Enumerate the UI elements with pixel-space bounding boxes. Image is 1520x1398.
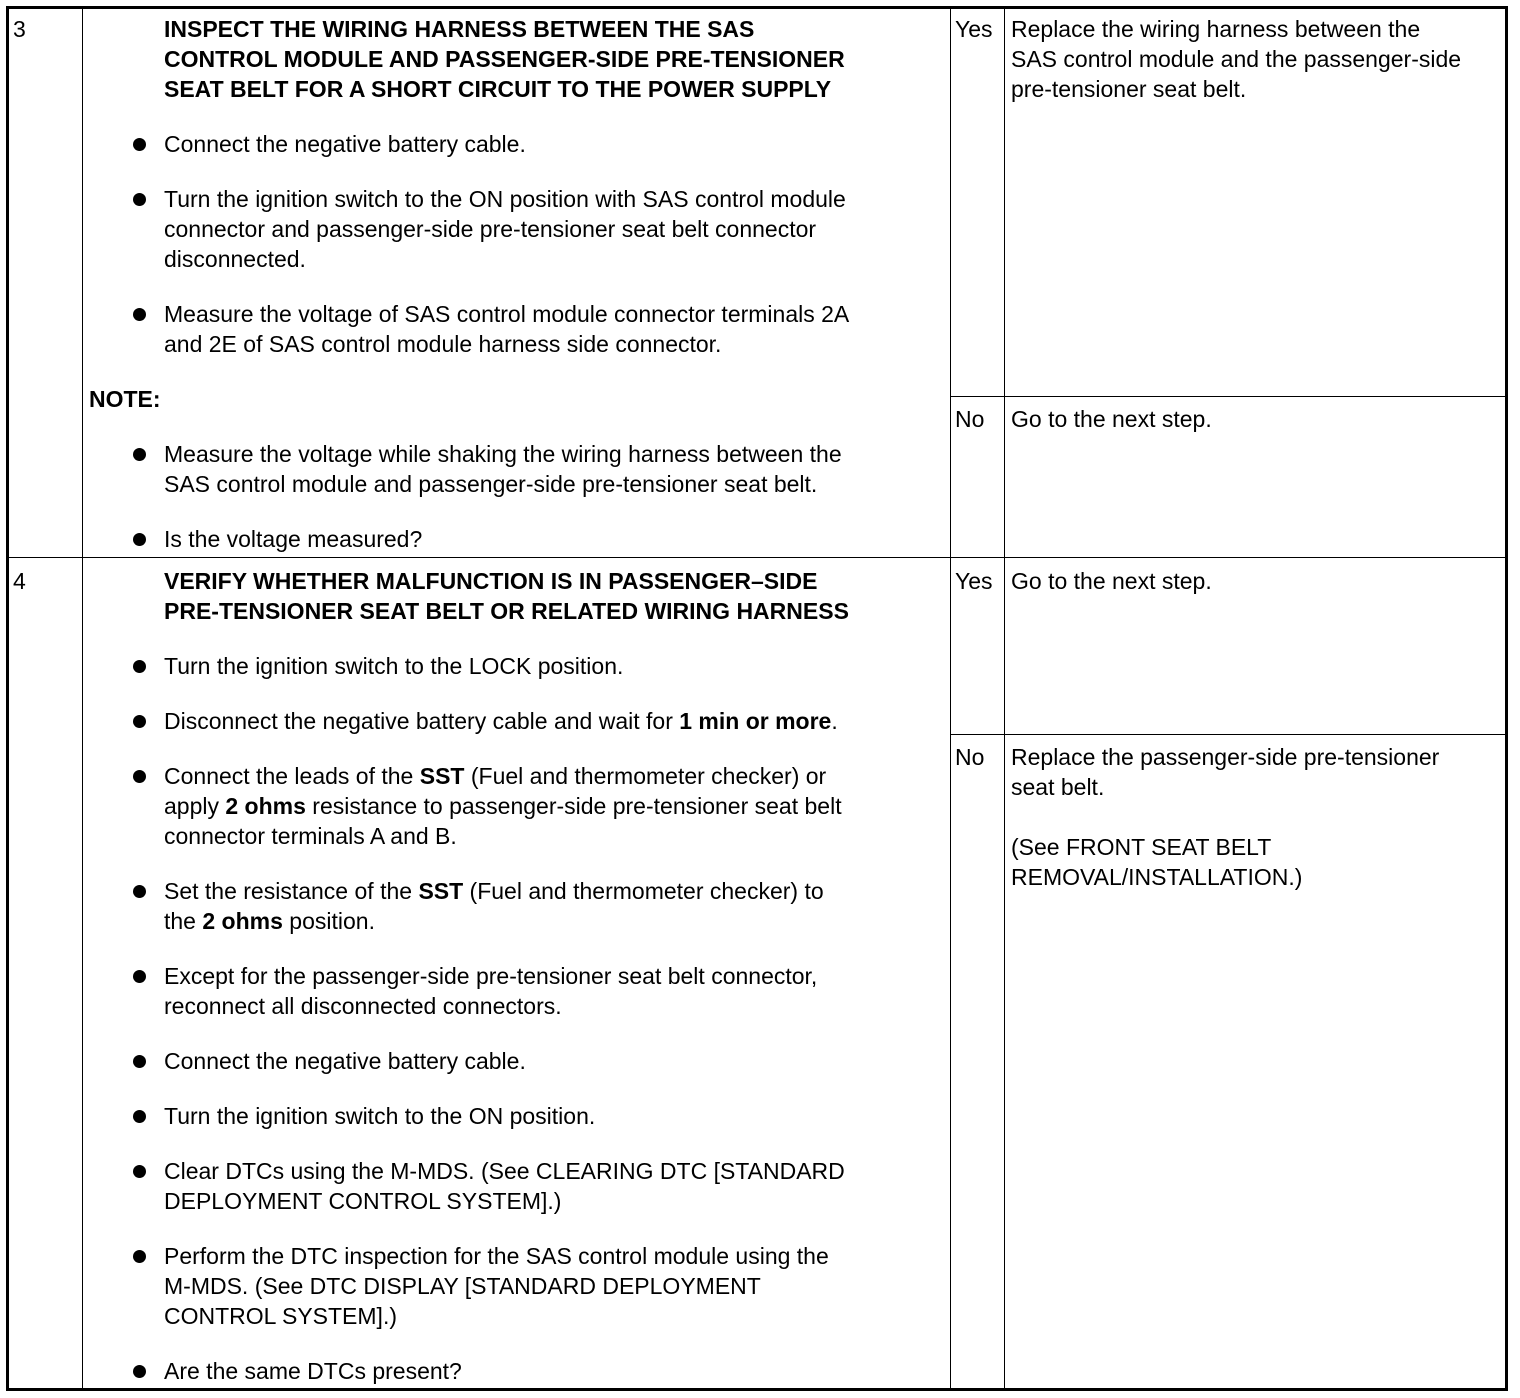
- procedure-bullet-line: [164, 876, 824, 906]
- yes-action-text: pre-tensioner seat belt.: [1011, 76, 1247, 102]
- procedure-bullet-dot: [133, 660, 146, 673]
- result-yes-label: Yes: [955, 568, 993, 594]
- bullet-text: Turn the ignition switch to the LOCK position.: [164, 653, 624, 679]
- bullet-text: Clear DTCs using the M-MDS. (See CLEARING DTC [STANDARD: [164, 1158, 845, 1184]
- procedure-bullet-dot: [133, 715, 146, 728]
- note-bullet-dot: [133, 533, 146, 546]
- bullet-text: Disconnect the negative battery cable and wait for: [164, 708, 680, 734]
- step-number: 4: [13, 568, 26, 594]
- result-yes-label: Yes: [955, 16, 993, 42]
- note-bullet-line: [164, 439, 842, 469]
- procedure-bullet-line: [164, 1356, 462, 1386]
- table-border-bottom: [6, 1388, 1508, 1391]
- procedure-bullet-line: [164, 1301, 397, 1331]
- bullet-text: apply: [164, 793, 226, 819]
- step-heading: INSPECT THE WIRING HARNESS BETWEEN THE SAS: [164, 16, 755, 42]
- bullet-text: Connect the leads of the: [164, 763, 420, 789]
- emphasis-text: 2 ohms: [225, 793, 306, 819]
- procedure-bullet-line: [164, 906, 375, 936]
- emphasis-text: 1 min or more: [679, 708, 832, 734]
- bullet-text: SAS control module and passenger-side pre-tensioner seat belt.: [164, 471, 818, 497]
- row-divider-step3-yes-no: [950, 396, 1508, 397]
- note-bullet-line: [164, 469, 817, 499]
- yes-action-text: Go to the next step.: [1011, 568, 1212, 594]
- no-action-text: seat belt.: [1011, 774, 1105, 800]
- yes-action-text: Replace the wiring harness between the: [1011, 16, 1421, 42]
- row-divider-steps: [6, 557, 1508, 558]
- column-divider-number: [82, 6, 83, 1391]
- bullet-text: Are the same DTCs present?: [164, 1358, 462, 1384]
- procedure-bullet-line: [164, 821, 457, 851]
- bullet-text: disconnected.: [164, 246, 306, 272]
- bullet-text: Measure the voltage while shaking the wiring harness between the: [164, 441, 842, 467]
- procedure-bullet-line: [164, 184, 846, 214]
- procedure-bullet-line: [164, 329, 721, 359]
- bullet-text: Turn the ignition switch to the ON position with SAS control module: [164, 186, 846, 212]
- bullet-text: M-MDS. (See DTC DISPLAY [STANDARD DEPLOYMENT: [164, 1273, 761, 1299]
- step-heading: PRE-TENSIONER SEAT BELT OR RELATED WIRING HARNESS: [164, 598, 849, 624]
- bullet-text: .: [831, 708, 838, 734]
- step-heading: SEAT BELT FOR A SHORT CIRCUIT TO THE POWER SUPPLY: [164, 76, 832, 102]
- bullet-text: and 2E of SAS control module harness side connector.: [164, 331, 722, 357]
- result-no-label: No: [955, 406, 985, 432]
- procedure-bullet-dot: [133, 193, 146, 206]
- bullet-text: Is the voltage measured?: [164, 526, 423, 552]
- procedure-bullet-dot: [133, 138, 146, 151]
- procedure-bullet-dot: [133, 770, 146, 783]
- procedure-bullet-dot: [133, 885, 146, 898]
- bullet-text: CONTROL SYSTEM].): [164, 1303, 397, 1329]
- procedure-bullet-line: [164, 961, 817, 991]
- bullet-text: Connect the negative battery cable.: [164, 131, 526, 157]
- emphasis-text: SST: [419, 763, 465, 789]
- procedure-bullet-line: [164, 1156, 845, 1186]
- procedure-bullet-line: [164, 244, 306, 274]
- note-bullet-dot: [133, 448, 146, 461]
- bullet-text: the: [164, 908, 203, 934]
- procedure-bullet-line: [164, 1271, 761, 1301]
- no-action-text: Go to the next step.: [1011, 406, 1212, 432]
- emphasis-text: SST: [418, 878, 464, 904]
- row-divider-step4-yes-no: [950, 734, 1508, 735]
- bullet-text: (Fuel and thermometer checker) to: [463, 878, 824, 904]
- procedure-bullet-line: [164, 651, 623, 681]
- result-no-label: No: [955, 744, 985, 770]
- bullet-text: Except for the passenger-side pre-tensioner seat belt connector,: [164, 963, 818, 989]
- procedure-bullet-line: [164, 1046, 526, 1076]
- procedure-bullet-dot: [133, 1110, 146, 1123]
- step-heading: CONTROL MODULE AND PASSENGER-SIDE PRE-TENSIONER: [164, 46, 845, 72]
- procedure-bullet-dot: [133, 1055, 146, 1068]
- procedure-bullet-dot: [133, 1250, 146, 1263]
- procedure-bullet-line: [164, 1101, 595, 1131]
- procedure-bullet-line: [164, 761, 826, 791]
- bullet-text: (Fuel and thermometer checker) or: [464, 763, 827, 789]
- no-action-text: (See FRONT SEAT BELT: [1011, 834, 1272, 860]
- procedure-bullet-dot: [133, 308, 146, 321]
- no-action-text: Replace the passenger-side pre-tensioner: [1011, 744, 1440, 770]
- bullet-text: resistance to passenger-side pre-tensioner seat belt: [305, 793, 842, 819]
- bullet-text: connector and passenger-side pre-tensioner seat belt connector: [164, 216, 817, 242]
- table-border-left: [6, 6, 9, 1391]
- procedure-bullet-dot: [133, 1365, 146, 1378]
- step-heading: VERIFY WHETHER MALFUNCTION IS IN PASSENGER–SIDE: [164, 568, 818, 594]
- bullet-text: Measure the voltage of SAS control module connector terminals 2A: [164, 301, 850, 327]
- procedure-bullet-line: [164, 706, 838, 736]
- procedure-bullet-line: [164, 1241, 829, 1271]
- bullet-text: position.: [282, 908, 375, 934]
- bullet-text: Set the resistance of the: [164, 878, 419, 904]
- procedure-bullet-dot: [133, 970, 146, 983]
- table-border-right: [1505, 6, 1508, 1391]
- bullet-text: DEPLOYMENT CONTROL SYSTEM].): [164, 1188, 562, 1214]
- bullet-text: Turn the ignition switch to the ON position.: [164, 1103, 596, 1129]
- column-divider-procedure: [950, 6, 951, 1391]
- procedure-bullet-line: [164, 991, 562, 1021]
- emphasis-text: 2 ohms: [202, 908, 283, 934]
- yes-action-text: SAS control module and the passenger-side: [1011, 46, 1462, 72]
- column-divider-result: [1004, 6, 1005, 1391]
- procedure-bullet-line: [164, 1186, 561, 1216]
- bullet-text: Perform the DTC inspection for the SAS control module using the: [164, 1243, 829, 1269]
- step-number: 3: [13, 16, 26, 42]
- procedure-bullet-line: [164, 129, 526, 159]
- table-border-top: [6, 6, 1508, 9]
- no-action-text: REMOVAL/INSTALLATION.): [1011, 864, 1303, 890]
- bullet-text: reconnect all disconnected connectors.: [164, 993, 562, 1019]
- procedure-bullet-dot: [133, 1165, 146, 1178]
- procedure-bullet-line: [164, 791, 842, 821]
- procedure-bullet-line: [164, 299, 849, 329]
- note-label: NOTE:: [89, 386, 161, 412]
- bullet-text: connector terminals A and B.: [164, 823, 457, 849]
- bullet-text: Connect the negative battery cable.: [164, 1048, 526, 1074]
- procedure-bullet-line: [164, 214, 816, 244]
- note-bullet-line: [164, 524, 422, 554]
